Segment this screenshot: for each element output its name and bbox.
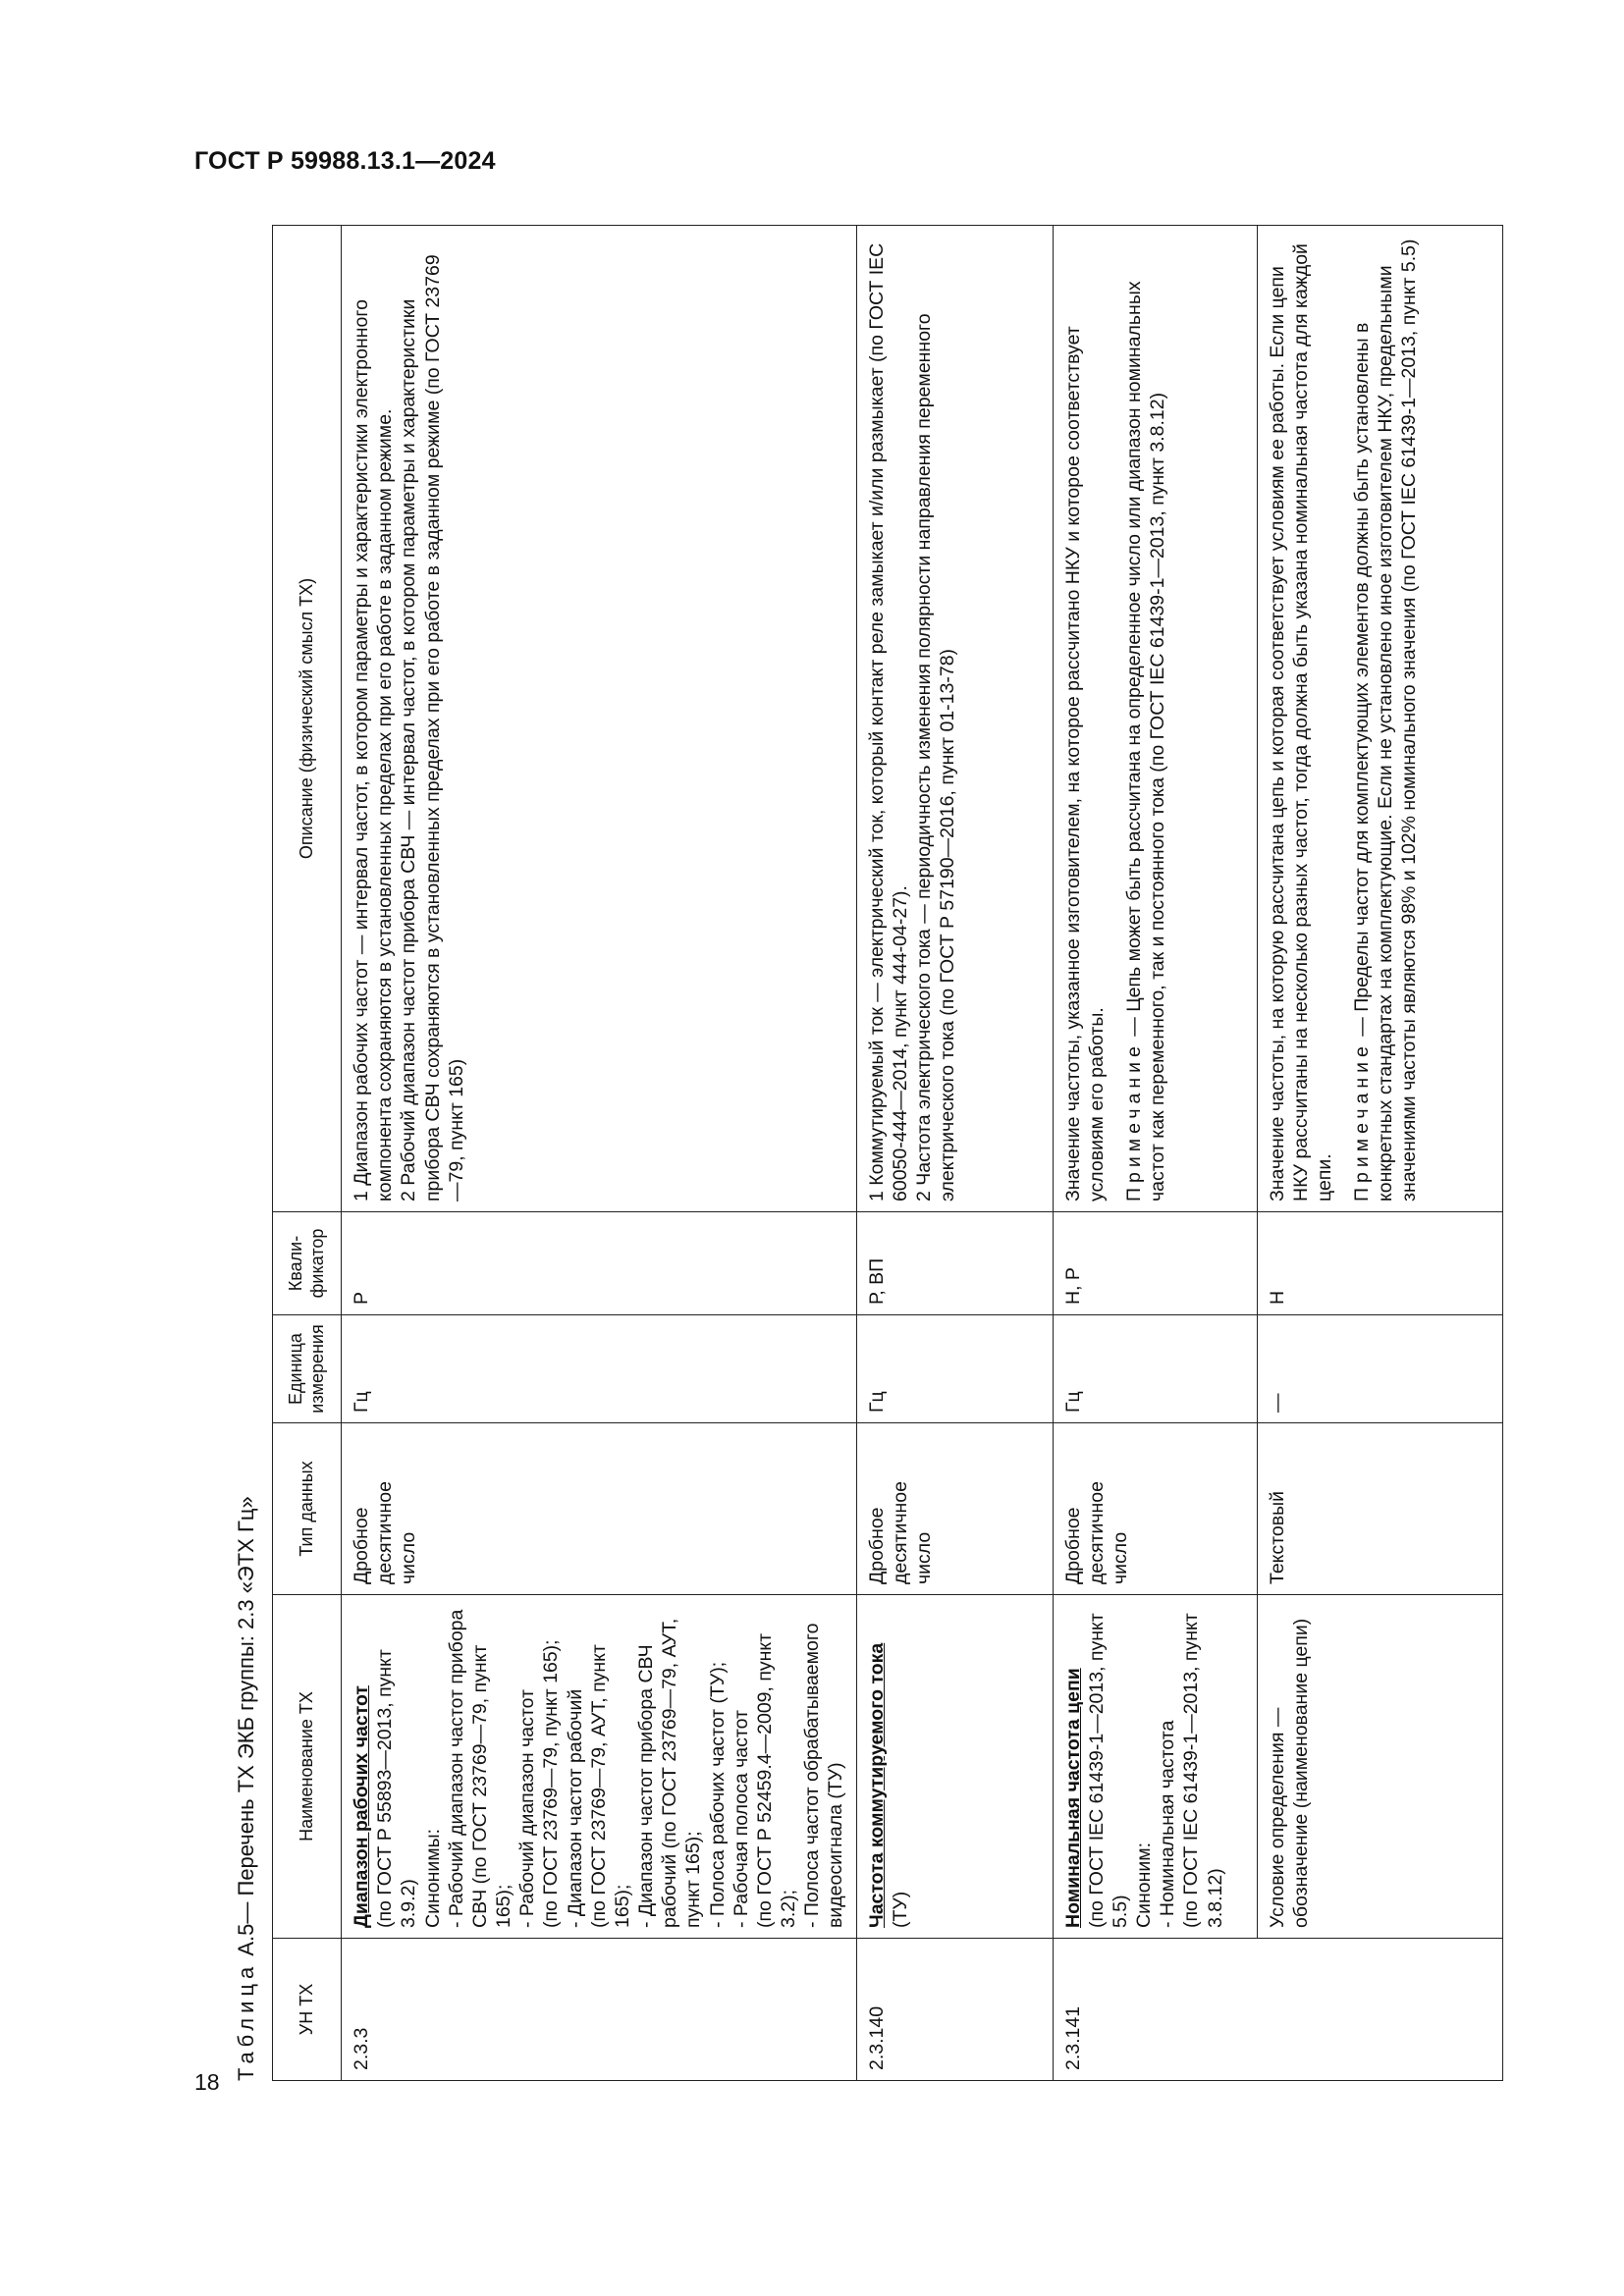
cell-name — [1053, 1595, 1257, 1939]
name-main: Номинальная частота цепи — [1061, 1668, 1084, 1928]
description-text: 1 Коммутируемый ток — электрический ток, который контакт реле замыкает и/или размыкает (по ГОСТ IEC 60050-444—2014, пункт 444-04-27). 2 Частота электрического тока — периодичность изменения полярности направления переменного электрического тока (по ГОСТ Р 57190—2016, пункт 01-13-78) — [865, 242, 959, 1201]
cell-unit: — — [1257, 1315, 1502, 1423]
caption-text: А.5— Перечень ТХ ЭКБ группы: 2.3 «ЭТХ Гц» — [234, 1496, 258, 1962]
cell-description — [1257, 226, 1502, 1212]
cell-id: 2.3.3 — [342, 1939, 857, 2081]
col-header-id: УН ТХ — [273, 1939, 342, 2081]
description-text: 1 Диапазон рабочих частот — интервал частот, в котором параметры и характеристики электронного компонента сохраняются в установленных пределах при его работе в заданном режиме. 2 Рабочий диапазон частот прибора СВЧ — интервал частот, в котором параметры и характеристики прибора СВЧ сохраняются в установленных пределах при его работе в заданном режиме (по ГОСТ 23769—79, пункт 165) — [351, 254, 467, 1201]
cell-unit: Гц — [856, 1315, 1053, 1423]
cell-qualifier: Н — [1257, 1212, 1502, 1315]
cell-id: 2.3.141 — [1053, 1939, 1257, 2081]
cell-unit: Гц — [1053, 1315, 1257, 1423]
table-row — [342, 226, 857, 2081]
col-header-unit: Единица измерения — [273, 1315, 342, 1423]
name-details: Условие определения — обозначение (наименование цепи) — [1266, 1618, 1312, 1928]
table-header-row — [273, 226, 342, 2081]
cell-id — [1257, 1939, 1502, 2081]
name-details: (ТУ) — [889, 1891, 911, 1928]
cell-name — [342, 1595, 857, 1939]
characteristics-table — [272, 225, 1503, 2081]
cell-description — [856, 226, 1053, 1212]
note-label: Примечание — [1122, 1041, 1145, 1201]
name-main: Диапазон рабочих частот — [351, 1685, 372, 1928]
table-row — [1053, 226, 1257, 2081]
col-header-qualifier: Квали-фикатор — [273, 1212, 342, 1315]
caption-prefix: Таблица — [234, 1961, 258, 2081]
col-header-name: Наименование ТХ — [273, 1595, 342, 1939]
name-details: (по ГОСТ IEC 61439-1—2013, пункт 5.5) Синоним: - Номинальная частота (по ГОСТ IEC 61439-1—2013, пункт 3.8.12) — [1085, 1613, 1226, 1928]
page-number: 18 — [194, 2069, 220, 2095]
cell-name — [856, 1595, 1053, 1939]
table-caption — [225, 1496, 268, 2081]
cell-id: 2.3.140 — [856, 1939, 1053, 2081]
cell-description — [1053, 226, 1257, 1212]
rotated-table-area — [225, 226, 1466, 2081]
table-row — [856, 226, 1053, 2081]
cell-name — [1257, 1595, 1502, 1939]
cell-unit: Гц — [342, 1315, 857, 1423]
cell-qualifier: Р, ВП — [856, 1212, 1053, 1315]
col-header-type: Тип данных — [273, 1423, 342, 1595]
cell-qualifier: Н, Р — [1053, 1212, 1257, 1315]
table-row — [1257, 226, 1502, 2081]
description-text: Значение частоты, на которую рассчитана цепь и которая соответствует условиям ее работы. Если цепи НКУ рассчитаны на несколько разных частот, тогда должна быть указана номинальная частота для каждой цепи. — [1266, 243, 1335, 1201]
cell-type: Текстовый — [1257, 1423, 1502, 1595]
note-text: — Цепь может быть рассчитана на определенное число или диапазон номинальных частот как переменного, так и постоянного тока (по ГОСТ IEC 61439-1—2013, пункт 3.8.12) — [1122, 281, 1169, 1201]
name-details: (по ГОСТ Р 55893—2013, пункт 3.9.2) Синонимы: - Рабочий диапазон частот прибора СВЧ (по ГОСТ 23769—79, пункт 165); - Рабочий диапазон частот (по ГОСТ 23769—79, пункт 165); - Диапазон частот рабочий (по ГОСТ 23769—79, АУТ, пункт 165); - Диапазон частот прибора СВЧ рабочий (по ГОСТ 23769—79, АУТ, пункт 165); - Полоса рабочих частот (ТУ); - Рабочая полоса частот (по ГОСТ Р 52459.4—2009, пункт 3.2); - Полоса частот обрабатываемого видеосигнала (ТУ) — [374, 1609, 847, 1928]
cell-type: Дробное десятичное число — [856, 1423, 1053, 1595]
document-header: ГОСТ Р 59988.13.1—2024 — [194, 147, 496, 175]
note-text: — Пределы частот для комплектующих элементов должны быть установлены в конкретных стандартах на комплектующие. Если не установлено иное изготовителем НКУ, предельными значениями частоты являются 98% и 102% номинального значения (по ГОСТ IEC 61439-1—2013, пункт 5.5) — [1351, 239, 1421, 1201]
cell-description — [342, 226, 857, 1212]
cell-type: Дробное десятичное число — [342, 1423, 857, 1595]
name-main: Частота коммутируемого тока — [865, 1642, 888, 1928]
description-text: Значение частоты, указанное изготовителем, на которое рассчитано НКУ и которое соответствует условиям его работы. — [1061, 326, 1108, 1201]
note-label: Примечание — [1351, 1041, 1374, 1201]
cell-type: Дробное десятичное число — [1053, 1423, 1257, 1595]
description-note — [1350, 236, 1422, 1201]
col-header-description: Описание (физический смысл ТХ) — [273, 226, 342, 1212]
description-note — [1122, 236, 1169, 1201]
cell-qualifier: Р — [342, 1212, 857, 1315]
